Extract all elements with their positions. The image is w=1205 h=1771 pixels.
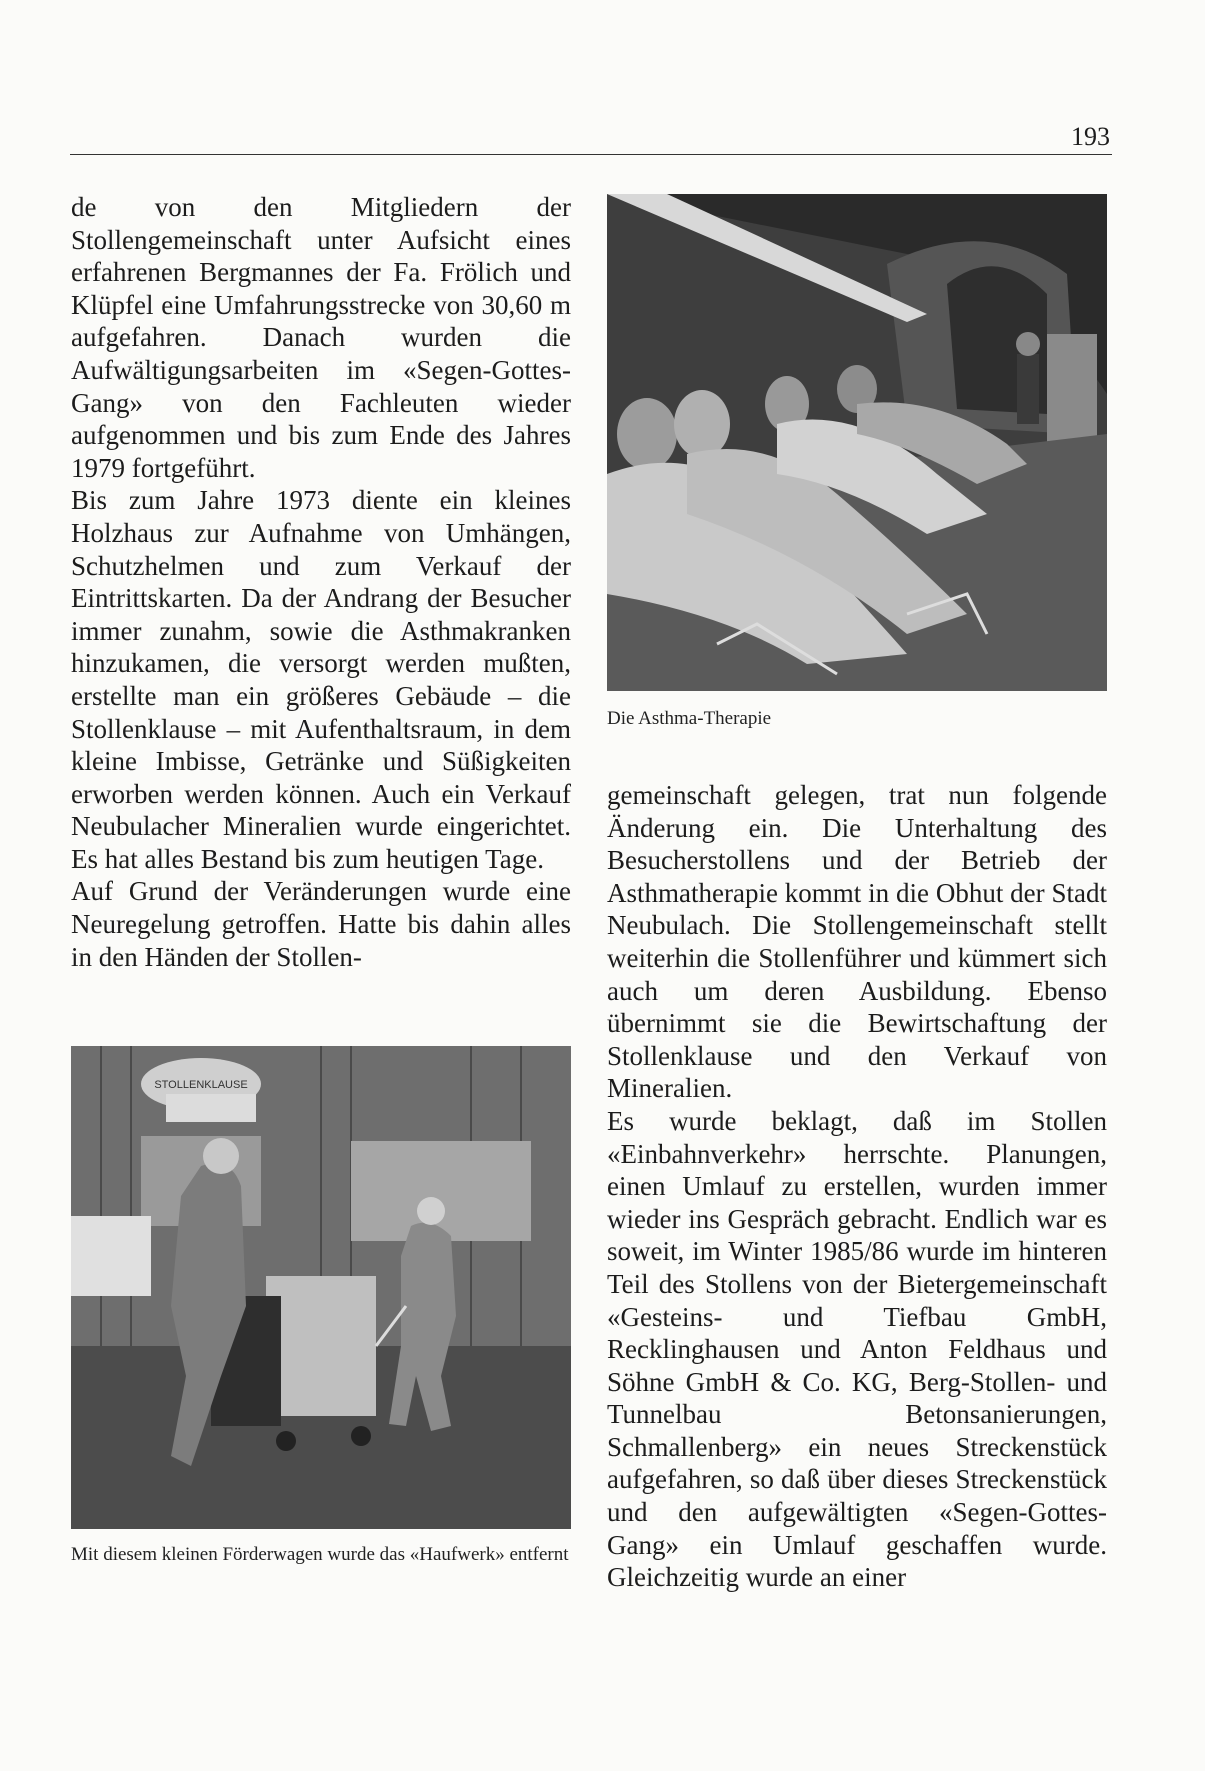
figure-caption-top: Die Asthma-Therapie — [607, 708, 772, 729]
asthma-therapy-photo — [607, 194, 1107, 691]
right-paragraph-2: Es wurde beklagt, daß im Stollen «Einbahnverkehr» herrschte. Planungen, einen Umlauf zu erstellen, wurden immer wieder ins Gespräch gebracht. Endlich war es soweit, im Winter 1985/86 wurde im hinteren Teil des Stollens von der Bietergemeinschaft «Gesteins- und Tiefbau GmbH, Recklinghausen und Anton Feldhaus und Söhne GmbH & Co. KG, Berg-Stollen- und Tunnelbau Betonsanierungen, Schmallenberg» ein neues Streckenstück aufgefahren, so daß über dieses Streckenstück und den aufgewältigten «Segen-Gottes-Gang» ein Umlauf geschaffen wurde. Gleichzeitig wurde an einer — [607, 1105, 1107, 1593]
left-paragraph-3: Auf Grund der Veränderungen wurde eine Neuregelung getroffen. Hatte bis dahin alles in den Händen der Stollen- — [71, 876, 571, 972]
header-rule — [70, 154, 1112, 155]
right-paragraph-1: gemeinschaft gelegen, trat nun folgende Änderung ein. Die Unterhaltung des Besucherstollens und der Betrieb der Asthmatherapie kommt in die Obhut der Stadt Neubulach. Die Stollengemeinschaft stellt weiterhin die Stollenführer und kümmert sich auch um deren Ausbildung. Ebenso übernimmt sie die Bewirtschaftung der Stollenklause und den Verkauf von Mineralien. — [607, 780, 1107, 1104]
right-text-column — [607, 779, 1107, 1594]
figure-caption-bottom: Mit diesem kleinen Förderwagen wurde das «Haufwerk» entfernt — [71, 1544, 569, 1565]
left-paragraph-1: de von den Mitgliedern der Stollengemeinschaft unter Aufsicht eines erfahrenen Bergmannes der Fa. Frölich und Klüpfel eine Umfahrungsstrecke von 30,60 m aufgefahren. Danach wurden die Aufwältigungsarbeiten im «Segen-Gottes-Gang» von den Fachleuten wieder aufgenommen und bis zum Ende des Jahres 1979 fortgeführt. — [71, 192, 571, 483]
sign-text: STOLLENKLAUSE — [154, 1079, 248, 1091]
mine-cart-photo — [71, 1046, 571, 1529]
left-text-column — [71, 191, 571, 973]
page-number: 193 — [1071, 122, 1110, 151]
left-paragraph-2: Bis zum Jahre 1973 diente ein kleines Holzhaus zur Aufnahme von Umhängen, Schutzhelmen und zum Verkauf der Eintrittskarten. Da der Andrang der Besucher immer zunahm, sowie die Asthmakranken hinzukamen, die versorgt werden mußten, erstellte man ein größeres Gebäude – die Stollenklause – mit Aufenthaltsraum, in dem kleine Imbisse, Getränke und Süßigkeiten erworben werden können. Auch ein Verkauf Neubulacher Mineralien wurde eingerichtet. Es hat alles Bestand bis zum heutigen Tage. — [71, 485, 571, 874]
